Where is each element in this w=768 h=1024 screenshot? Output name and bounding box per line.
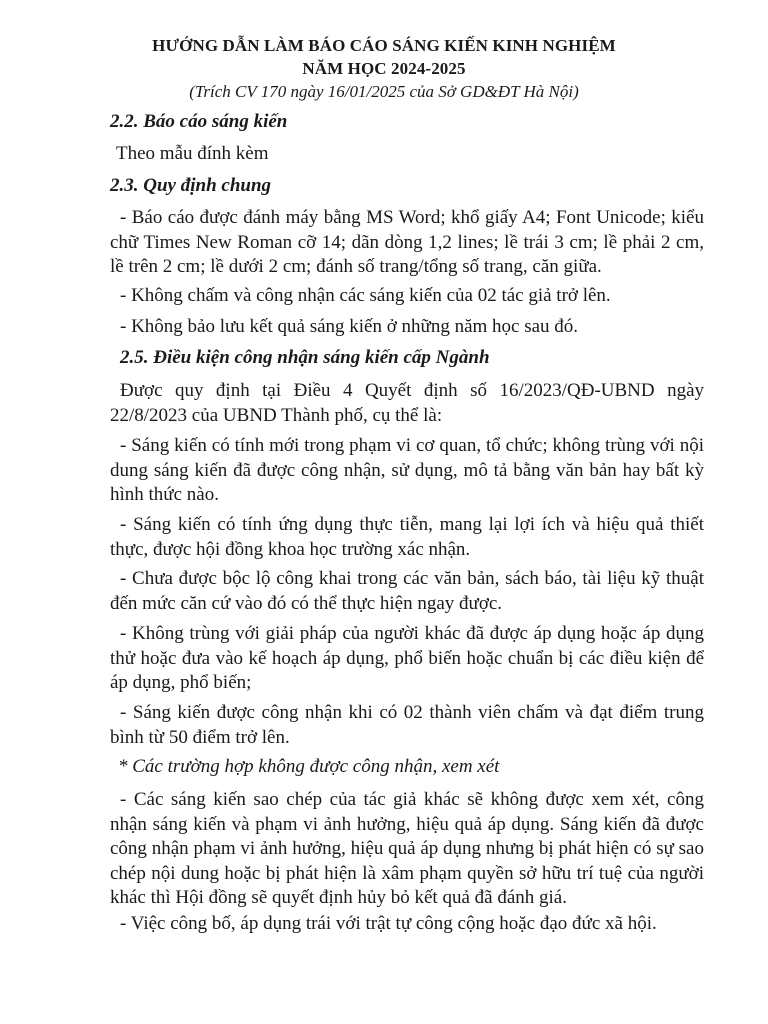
not-recognized-item-1: - Các sáng kiến sao chép của tác giả khác sẽ không được xem xét, công nhận sáng kiến và phạm vi ảnh hưởng, hiệu quả áp dụng. Sáng kiến đã được công nhận phạm vi ảnh hưởng, hiệu quả áp dụng nhưng bị phát hiện có sự sao chép nội dung hoặc bị phát hiện là xâm phạm quyền sở hữu trí tuệ của người khác thì Hội đồng sẽ quyết định hủy bỏ kết quả đã đánh giá. — [110, 789, 704, 908]
section-2-5-intro: Được quy định tại Điều 4 Quyết định số 16/2023/QĐ-UBND ngày 22/8/2023 của UBND Thành phố, cụ thể là: — [110, 380, 704, 426]
section-2-3-paragraph-3: - Không bảo lưu kết quả sáng kiến ở những năm học sau đó. — [120, 316, 579, 337]
section-2-3-paragraph-1: - Báo cáo được đánh máy bằng MS Word; khổ giấy A4; Font Unicode; kiểu chữ Times New Roman cỡ 14; dãn dòng 1,2 lines; lề trái 3 cm; lề phải 2 cm, lề trên 2 cm; lề dưới 2 cm; đánh số trang/tổng số trang, căn giữa. — [110, 207, 704, 277]
condition-3: - Chưa được bộc lộ công khai trong các văn bản, sách báo, tài liệu kỹ thuật đến mức căn cứ vào đó có thể thực hiện ngay được. — [110, 568, 704, 614]
document-title-line1: HƯỚNG DẪN LÀM BÁO CÁO SÁNG KIẾN KINH NGHIỆM — [152, 36, 616, 55]
section-2-3-heading: 2.3. Quy định chung — [110, 175, 272, 196]
section-2-3-paragraph-2: - Không chấm và công nhận các sáng kiến của 02 tác giả trở lên. — [120, 285, 611, 306]
condition-5: - Sáng kiến được công nhận khi có 02 thành viên chấm và đạt điểm trung bình từ 50 điểm trở lên. — [110, 702, 704, 748]
condition-1: - Sáng kiến có tính mới trong phạm vi cơ quan, tổ chức; không trùng với nội dung sáng kiến đã được công nhận, sử dụng, mô tả bằng văn bản hay bất kỳ hình thức nào. — [110, 435, 704, 505]
document-title-line2: NĂM HỌC 2024-2025 — [302, 59, 466, 78]
condition-2: - Sáng kiến có tính ứng dụng thực tiễn, mang lại lợi ích và hiệu quả thiết thực, được hội đồng khoa học trường xác nhận. — [110, 514, 704, 560]
section-2-2-heading: 2.2. Báo cáo sáng kiến — [110, 111, 288, 132]
condition-4: - Không trùng với giải pháp của người khác đã được áp dụng hoặc áp dụng thử hoặc đưa vào kế hoạch áp dụng, phổ biến hoặc chuẩn bị các điều kiện để áp dụng, phổ biến; — [110, 623, 704, 693]
section-2-2-body: Theo mẫu đính kèm — [116, 143, 269, 164]
section-2-5-heading: 2.5. Điều kiện công nhận sáng kiến cấp Ngành — [120, 347, 490, 368]
not-recognized-heading: * Các trường hợp không được công nhận, xem xét — [118, 756, 500, 777]
not-recognized-item-2: - Việc công bố, áp dụng trái với trật tự công cộng hoặc đạo đức xã hội. — [120, 913, 657, 934]
document-citation: (Trích CV 170 ngày 16/01/2025 của Sở GD&ĐT Hà Nội) — [189, 82, 579, 101]
